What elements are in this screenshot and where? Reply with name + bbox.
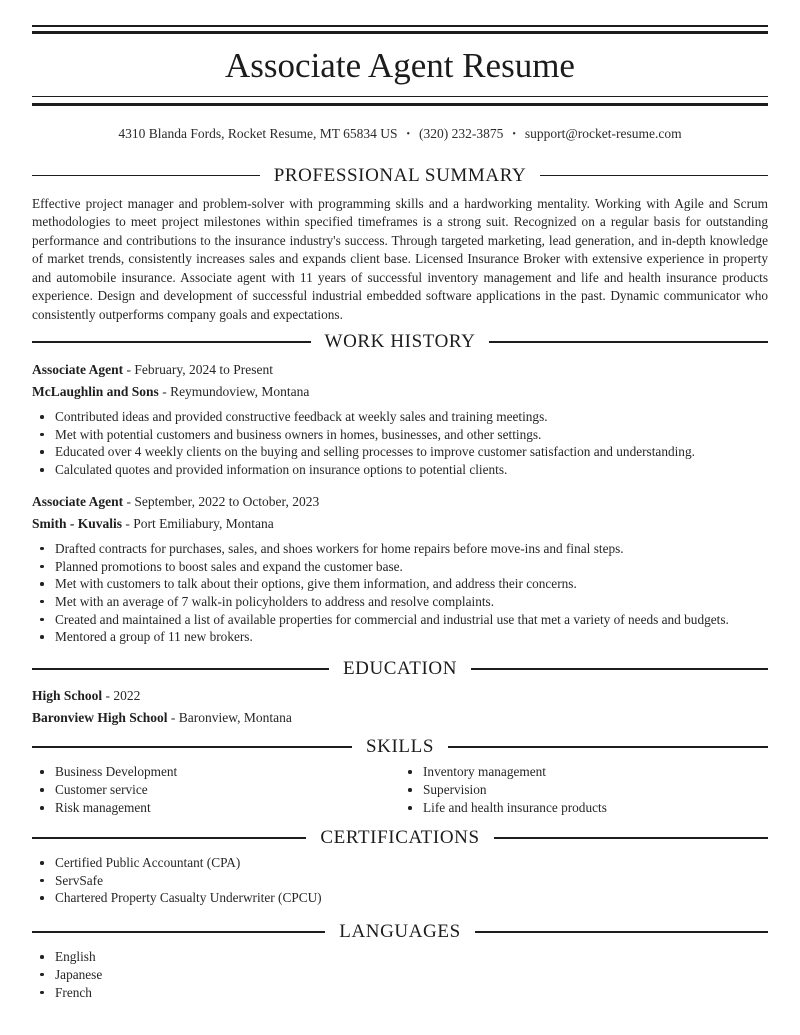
section-heading-professional-summary: [32, 165, 768, 187]
skills-columns: [32, 763, 768, 817]
contact-separator-dot: •: [406, 128, 410, 140]
dash-separator: -: [122, 515, 134, 531]
job-title-line: [32, 491, 768, 513]
section-heading-certifications: [32, 827, 768, 849]
languages-list: [32, 948, 768, 1001]
skill-item: Inventory management: [402, 763, 768, 781]
contact-separator-dot: •: [512, 128, 516, 140]
job-bullet: Contributed ideas and provided constructive feedback at weekly sales and training meetings.: [34, 408, 768, 426]
job-title: Associate Agent: [32, 493, 124, 509]
rule-thick-line: [32, 103, 768, 106]
section-title: EDUCATION: [342, 658, 458, 680]
job-company: Smith - Kuvalis: [32, 515, 123, 531]
contact-email: support@rocket-resume.com: [524, 126, 682, 141]
skills-list-left: [32, 763, 400, 817]
job-entry: [32, 359, 768, 479]
section-heading-languages: [32, 921, 768, 943]
skill-item: Customer service: [34, 781, 400, 799]
dash-separator: -: [167, 710, 179, 726]
heading-rule-left: [32, 341, 311, 343]
job-location: Reymundoview, Montana: [170, 384, 310, 399]
section-title: PROFESSIONAL SUMMARY: [273, 164, 527, 186]
summary-paragraph: Effective project manager and problem-solver with programming skills and a hardworking mentality. Working with Agile and Scrum methodologies to meet project milestones within specified timeframes is a strong suit. Recognized on a regular basis for outstanding performance and contributions to the insurance industry's success. Through targeted marketing, lead generation, and in-depth knowledge of market trends, consistently increases sales and expands client base. Licensed Insurance Broker with extensive experience in property and automobile insurance. Associate agent with 11 years of successful inventory management and life and health insurance products experience. Design and development of successful industrial embedded software applications in the past. Dynamic communicator who consistently outperforms company goals and expectations.: [32, 195, 768, 322]
job-bullet-list: [32, 408, 768, 479]
job-bullet: Met with customers to talk about their options, give them information, and address their concerns.: [34, 575, 768, 593]
education-school-line: [32, 707, 768, 729]
skill-item: Supervision: [402, 781, 768, 799]
dash-separator: -: [158, 384, 171, 399]
job-entry: [32, 491, 768, 646]
heading-rule-right: [489, 341, 768, 343]
job-dates: September, 2022 to October, 2023: [134, 493, 320, 509]
heading-rule-right: [494, 837, 768, 839]
section-heading-skills: [32, 736, 768, 758]
section-title: CERTIFICATIONS: [320, 827, 480, 849]
job-bullet: Met with an average of 7 walk-in policyholders to address and resolve complaints.: [34, 593, 768, 611]
section-heading-education: [32, 658, 768, 680]
job-bullet: Planned promotions to boost sales and expand the customer base.: [34, 558, 768, 576]
contact-address: 4310 Blanda Fords, Rocket Resume, MT 65834 US: [118, 126, 398, 141]
job-title: Associate Agent: [32, 362, 124, 377]
education-degree: High School: [32, 688, 103, 704]
certification-item: ServSafe: [34, 872, 768, 890]
dash-separator: -: [123, 362, 135, 377]
heading-rule-left: [32, 931, 325, 933]
skill-item: Business Development: [34, 763, 400, 781]
job-bullet-list: [32, 540, 768, 646]
heading-rule-left: [32, 175, 260, 177]
heading-rule-left: [32, 837, 306, 839]
education-year: 2022: [113, 688, 141, 704]
job-bullet: Mentored a group of 11 new brokers.: [34, 628, 768, 646]
dash-separator: -: [123, 493, 135, 509]
education-entry: [32, 685, 768, 729]
dash-separator: -: [102, 688, 114, 704]
language-item: Japanese: [34, 966, 768, 984]
below-title-double-rule: [32, 96, 768, 107]
heading-rule-right: [448, 746, 768, 748]
rule-thick-line: [32, 31, 768, 34]
section-title: SKILLS: [366, 736, 434, 758]
rule-thin-line: [32, 25, 768, 27]
language-item: French: [34, 984, 768, 1002]
heading-rule-left: [32, 746, 352, 748]
skill-item: Life and health insurance products: [402, 799, 768, 817]
language-item: English: [34, 948, 768, 966]
education-school: Baronview High School: [32, 710, 168, 726]
job-bullet: Drafted contracts for purchases, sales, and shoes workers for home repairs before move-ins and final steps.: [34, 540, 768, 558]
contact-line: [32, 126, 768, 143]
heading-rule-left: [32, 668, 329, 670]
section-heading-work-history: [32, 331, 768, 353]
rule-thin-line: [32, 96, 768, 98]
page-title: Associate Agent Resume: [225, 45, 575, 85]
job-company-line: [32, 381, 768, 403]
heading-rule-right: [475, 931, 768, 933]
skill-item: Risk management: [34, 799, 400, 817]
education-location: Baronview, Montana: [178, 710, 292, 726]
section-title: LANGUAGES: [339, 921, 461, 943]
job-company-line: [32, 513, 768, 535]
job-bullet: Calculated quotes and provided information on insurance options to potential clients.: [34, 461, 768, 479]
job-bullet: Met with potential customers and business owners in homes, businesses, and other settings.: [34, 426, 768, 444]
certification-item: Certified Public Accountant (CPA): [34, 854, 768, 872]
job-location: Port Emiliabury, Montana: [133, 515, 274, 531]
skills-list-right: [400, 763, 768, 817]
job-title-line: [32, 359, 768, 381]
top-double-rule: [32, 25, 768, 34]
job-bullet: Created and maintained a list of available properties for commercial and industrial use that met a variety of needs and budgets.: [34, 611, 768, 629]
certifications-list: [32, 854, 768, 907]
heading-rule-right: [540, 175, 768, 177]
heading-rule-right: [471, 668, 768, 670]
job-dates: February, 2024 to Present: [134, 362, 273, 377]
job-bullet: Educated over 4 weekly clients on the buying and selling processes to improve customer satisfaction and understanding.: [34, 443, 768, 461]
contact-phone: (320) 232-3875: [418, 126, 504, 141]
section-title: WORK HISTORY: [324, 331, 476, 352]
education-degree-line: [32, 685, 768, 707]
certification-item: Chartered Property Casualty Underwriter (CPCU): [34, 889, 768, 907]
job-company: McLaughlin and Sons: [32, 384, 159, 399]
